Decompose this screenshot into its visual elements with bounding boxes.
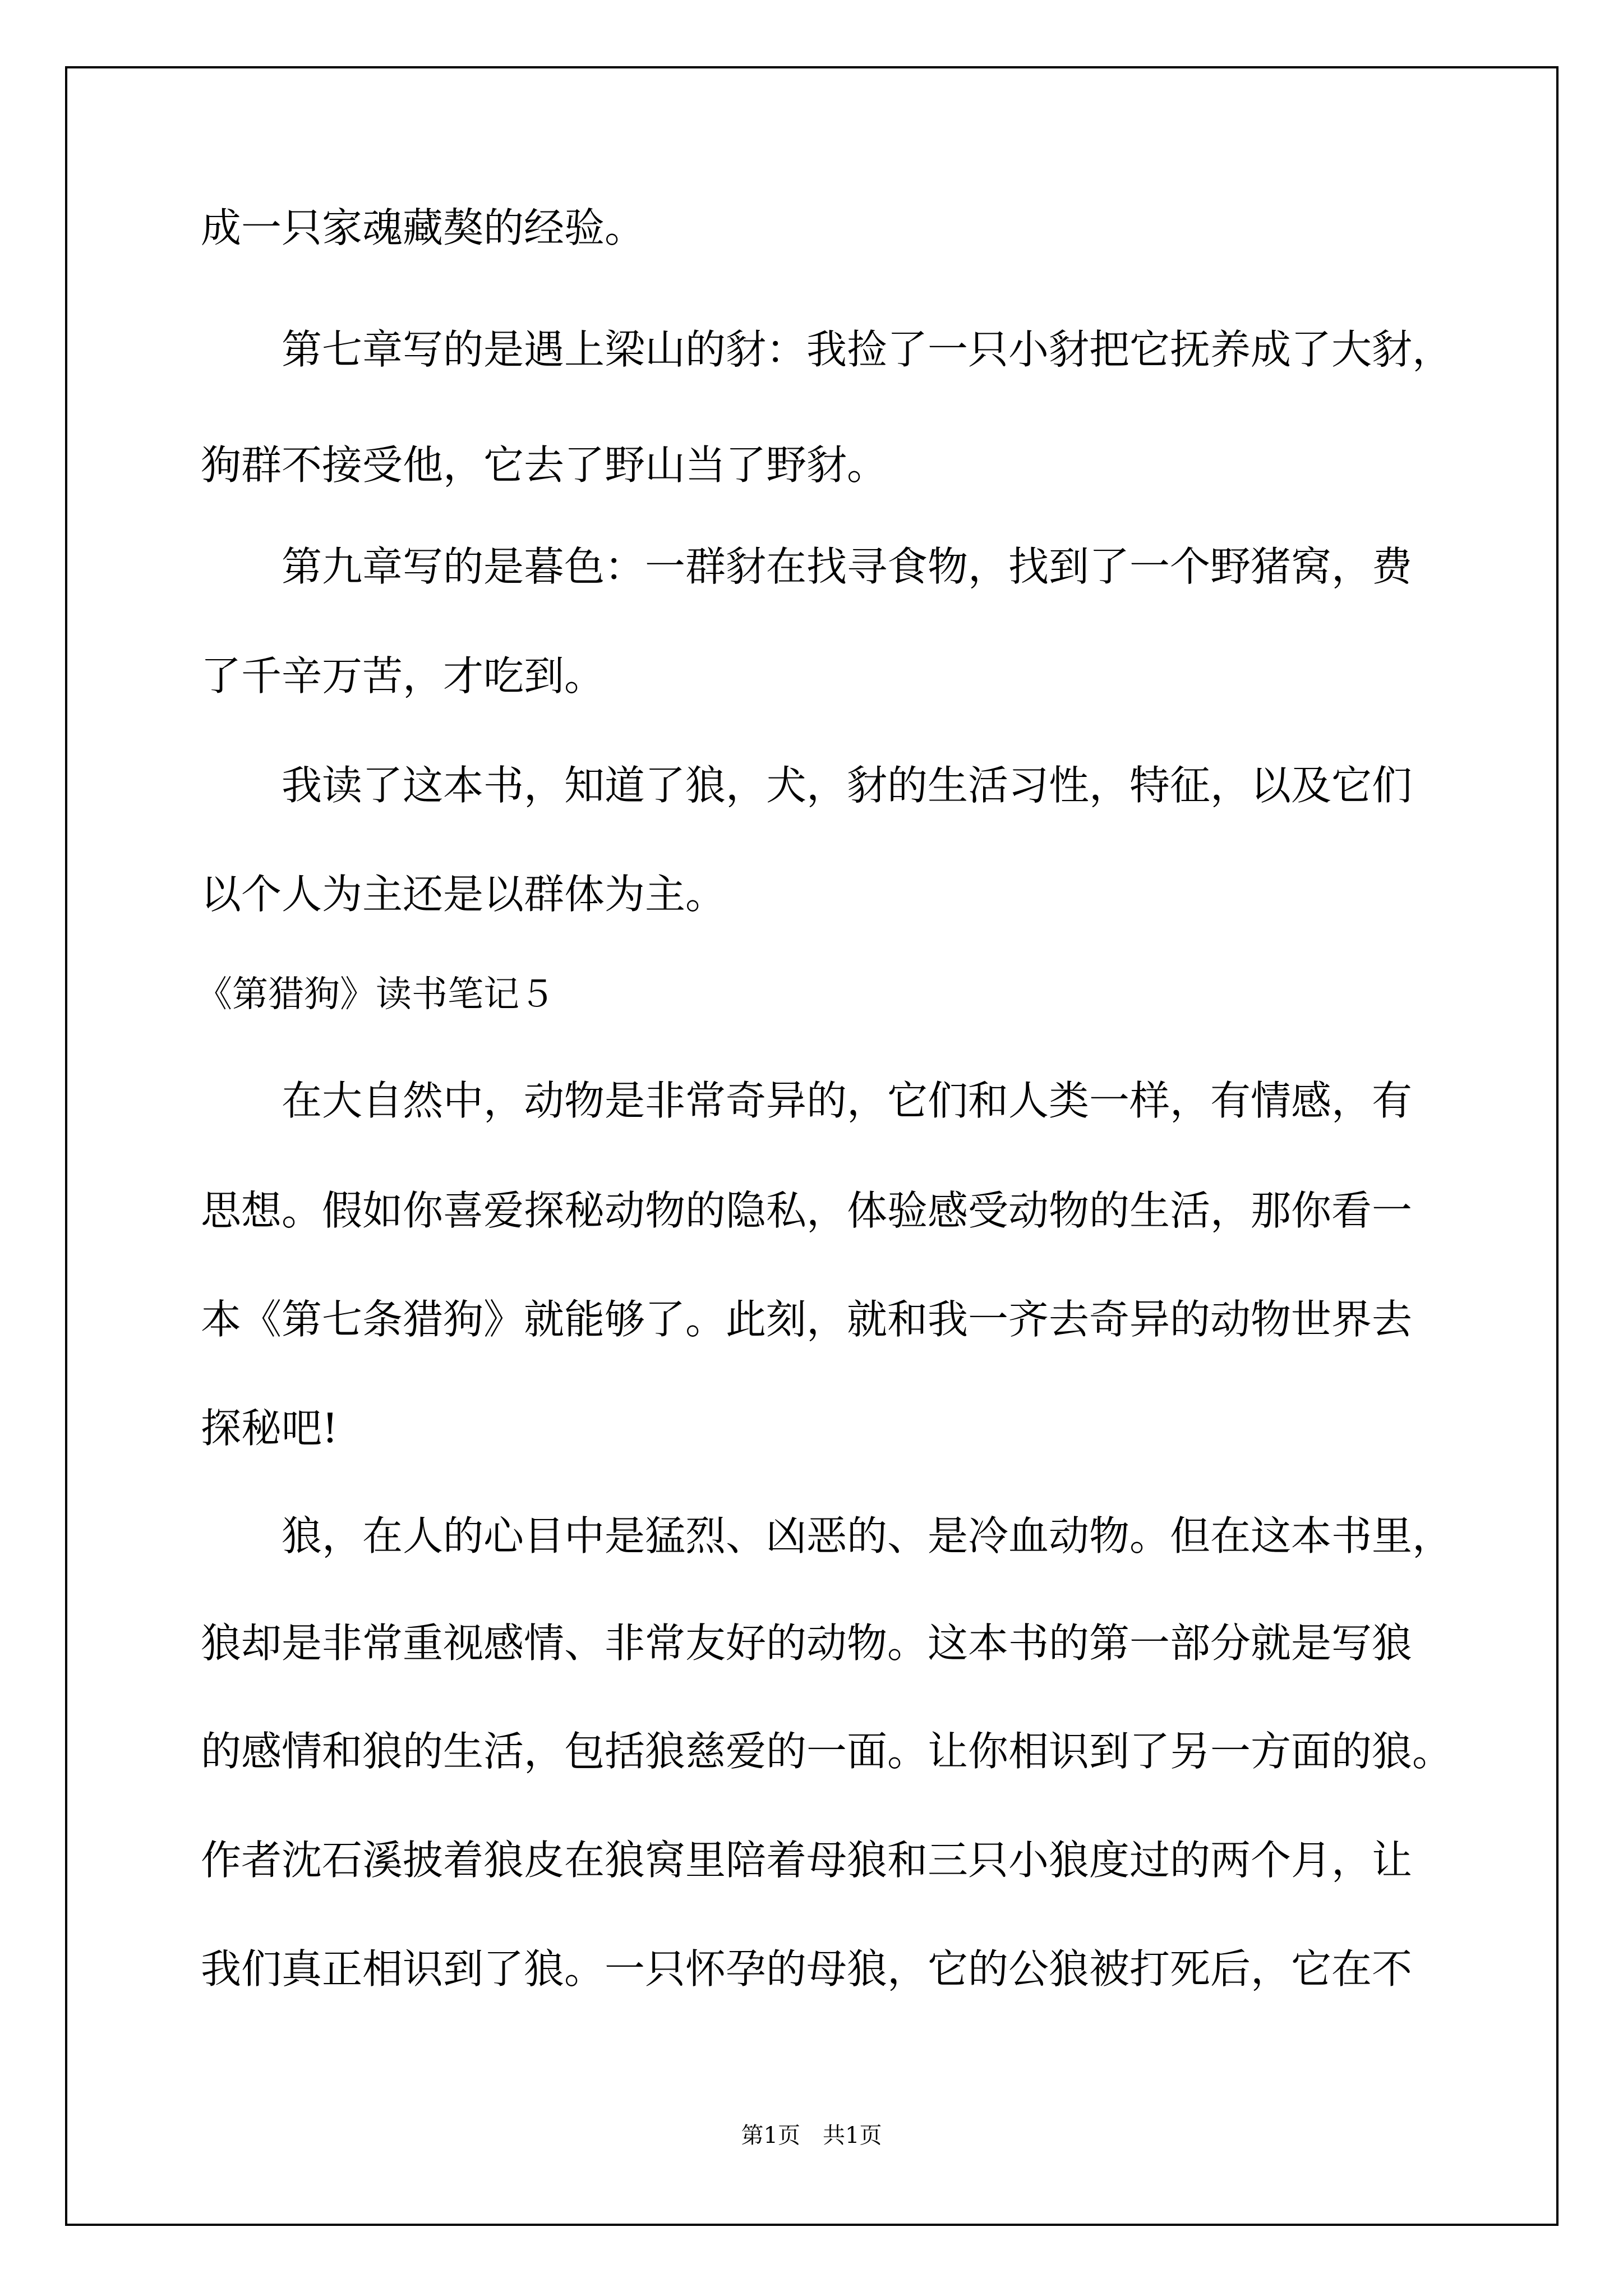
paragraph-5-line-1: 在大自然中，动物是非常奇异的，它们和人类一样，有情感，有	[282, 1077, 1413, 1124]
paragraph-1-line-1: 成一只家魂藏獒的经验。	[201, 204, 645, 251]
paragraph-5-line-2: 思想。假如你喜爱探秘动物的隐私，体验感受动物的生活，那你看一	[201, 1187, 1413, 1234]
paragraph-3-line-2: 了千辛万苦，才吃到。	[201, 652, 605, 700]
paragraph-2-line-1: 第七章写的是遇上梁山的豺：我捡了一只小豺把它抚养成了大豺，	[282, 326, 1453, 373]
paragraph-6-line-1: 狼，在人的心目中是猛烈、凶恶的、是冷血动物。但在这本书里，	[282, 1512, 1453, 1559]
page-number-footer: 第1页 共1页	[741, 2123, 882, 2148]
paragraph-4-line-1: 我读了这本书，知道了狼，犬，豺的生活习性，特征，以及它们	[282, 762, 1413, 809]
paragraph-5-line-4: 探秘吧!	[201, 1405, 338, 1452]
paragraph-2-line-2: 狗群不接受他，它去了野山当了野豺。	[201, 441, 888, 489]
paragraph-5-line-3: 本《第七条猎狗》就能够了。此刻，就和我一齐去奇异的动物世界去	[201, 1296, 1413, 1343]
paragraph-6-line-4: 作者沈石溪披着狼皮在狼窝里陪着母狼和三只小狼度过的两个月，让	[201, 1837, 1413, 1884]
paragraph-3-line-1: 第九章写的是暮色：一群豺在找寻食物，找到了一个野猪窝，费	[282, 543, 1413, 590]
paragraph-6-line-2: 狼却是非常重视感情、非常友好的动物。这本书的第一部分就是写狼	[201, 1619, 1413, 1667]
paragraph-6-line-5: 我们真正相识到了狼。一只怀孕的母狼，它的公狼被打死后，它在不	[201, 1945, 1413, 1993]
paragraph-4-line-2: 以个人为主还是以群体为主。	[201, 871, 726, 918]
page-border	[65, 66, 1559, 2226]
section-heading: 《第猎狗》读书笔记５	[196, 974, 555, 1015]
paragraph-6-line-3: 的感情和狼的生活，包括狼慈爱的一面。让你相识到了另一方面的狼。	[201, 1728, 1453, 1775]
